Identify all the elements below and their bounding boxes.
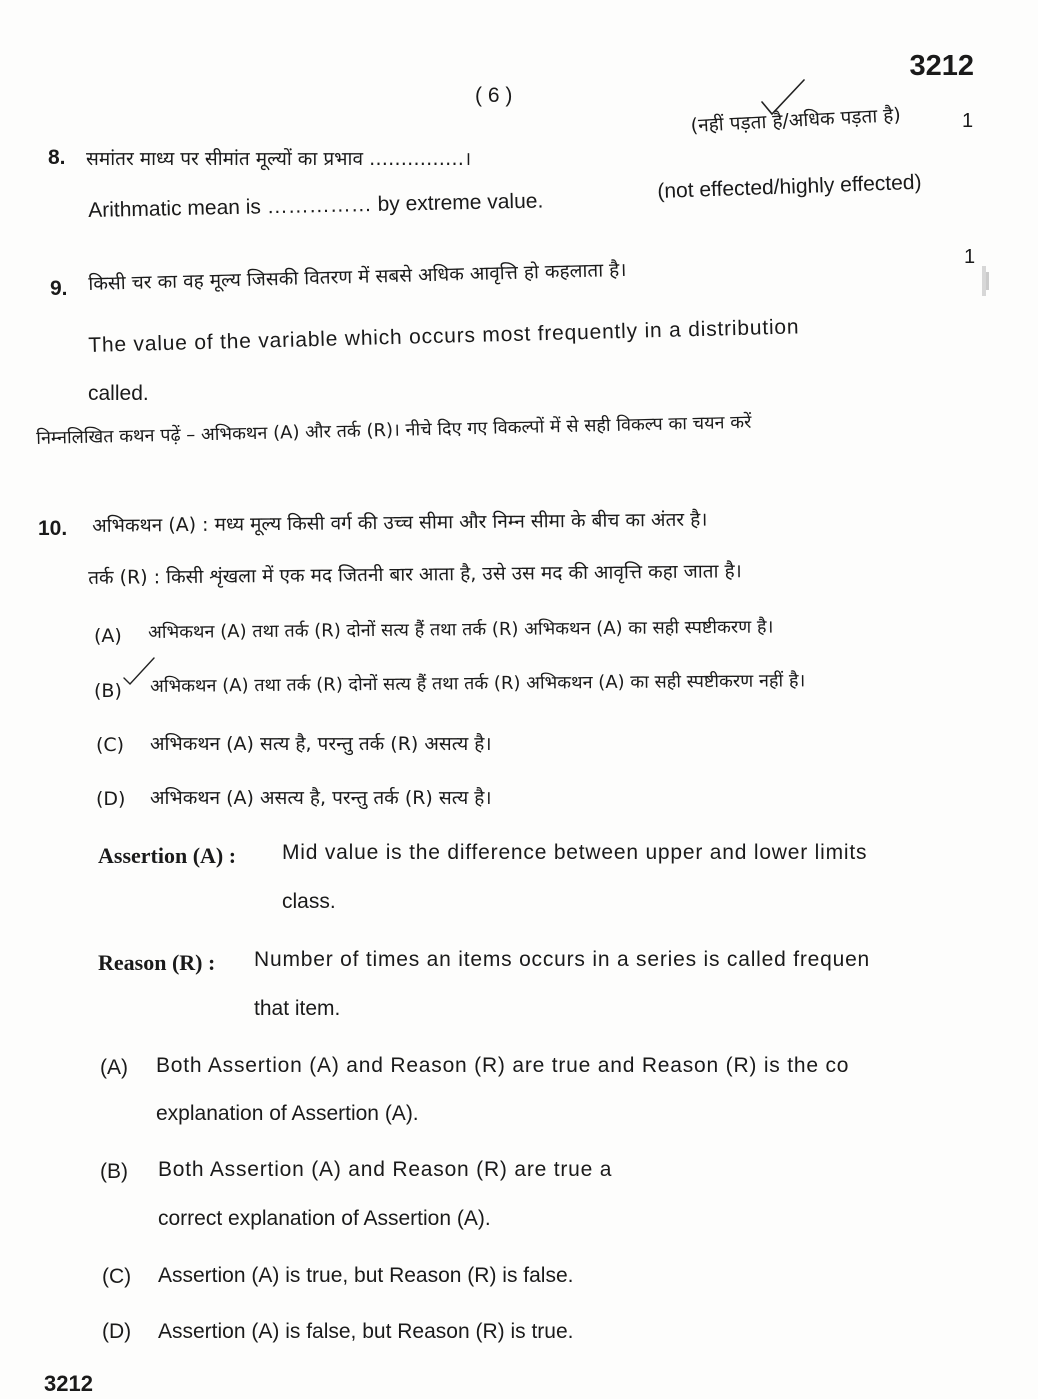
option-en-b-label: (B) <box>100 1160 128 1183</box>
question-8-hindi-options: (नहीं पड़ता है/अधिक पड़ता है) <box>690 103 902 137</box>
paper-code-bottom: 3212 <box>44 1371 93 1396</box>
question-9-marks: 1 <box>964 246 976 268</box>
option-hi-b-label: (B) <box>94 680 122 702</box>
option-hi-a-label: (A) <box>94 625 122 647</box>
option-en-a-line1: Both Assertion (A) and Reason (R) are true and Reason (R) is the co <box>156 1054 850 1077</box>
question-10-assertion-hindi: अभिकथन (A) : मध्य मूल्य किसी वर्ग की उच्च सीमा और निम्न सीमा के बीच का अंतर है। <box>92 508 708 537</box>
question-10-reason-hindi: तर्क (R) : किसी शृंखला में एक मद जितनी बार आता है, उसे उस मद की आवृत्ति कहा जाता है। <box>88 560 742 589</box>
question-9-english-line2: called. <box>88 382 149 405</box>
reason-english-line1: Number of times an items occurs in a series is called frequen <box>254 948 871 971</box>
question-9-number: 9. <box>50 277 68 300</box>
question-9-english-line1: The value of the variable which occurs most frequently in a distribution <box>88 315 800 357</box>
option-hi-c-label: (C) <box>96 734 125 756</box>
question-10-number: 10. <box>38 517 68 540</box>
paper-code-top: 3212 <box>909 50 974 82</box>
option-hi-b-text: अभिकथन (A) तथा तर्क (R) दोनों सत्य हैं तथा तर्क (R) अभिकथन (A) का सही स्पष्टीकरण नहीं है। <box>150 670 806 697</box>
scan-smudge-icon <box>980 262 994 302</box>
option-en-a-line2: explanation of Assertion (A). <box>156 1102 419 1125</box>
option-en-b-line2: correct explanation of Assertion (A). <box>158 1207 491 1230</box>
reason-english-line2: that item. <box>254 997 341 1020</box>
option-en-a-label: (A) <box>100 1056 128 1079</box>
option-en-d-label: (D) <box>102 1320 132 1343</box>
question-8-english: Arithmatic mean is …………… by extreme value. <box>88 189 544 222</box>
option-en-c-line1: Assertion (A) is true, but Reason (R) is false. <box>158 1264 574 1287</box>
question-8-hindi: समांतर माध्य पर सीमांत मूल्यों का प्रभाव ……………। <box>86 148 472 170</box>
option-hi-c-text: अभिकथन (A) सत्य है, परन्तु तर्क (R) असत्य है। <box>150 733 492 755</box>
assertion-english-line2: class. <box>282 890 336 913</box>
reason-english-label: Reason (R) : <box>98 950 216 975</box>
question-8-english-options: (not effected/highly effected) <box>657 170 922 203</box>
instruction-text: निम्नलिखित कथन पढ़ें – अभिकथन (A) और तर्क (R)। नीचे दिए गए विकल्पों में से सही विकल्प का चयन करें <box>36 411 752 449</box>
question-8-marks: 1 <box>962 110 974 132</box>
question-8-number: 8. <box>48 146 66 169</box>
question-9-hindi: किसी चर का वह मूल्य जिसकी वितरण में सबसे अधिक आवृत्ति हो कहलाता है। <box>88 258 627 295</box>
option-hi-a-text: अभिकथन (A) तथा तर्क (R) दोनों सत्य हैं तथा तर्क (R) अभिकथन (A) का सही स्पष्टीकरण है। <box>148 616 774 643</box>
option-hi-d-label: (D) <box>96 788 126 810</box>
assertion-english-label: Assertion (A) : <box>98 843 237 868</box>
option-en-b-line1: Both Assertion (A) and Reason (R) are true a <box>158 1158 613 1181</box>
page-number: ( 6 ) <box>475 84 513 107</box>
option-hi-d-text: अभिकथन (A) असत्य है, परन्तु तर्क (R) सत्य है। <box>150 787 492 809</box>
option-en-c-label: (C) <box>102 1265 132 1288</box>
option-en-d-line1: Assertion (A) is false, but Reason (R) is true. <box>158 1320 574 1343</box>
assertion-english-line1: Mid value is the difference between upper and lower limits <box>282 841 868 864</box>
